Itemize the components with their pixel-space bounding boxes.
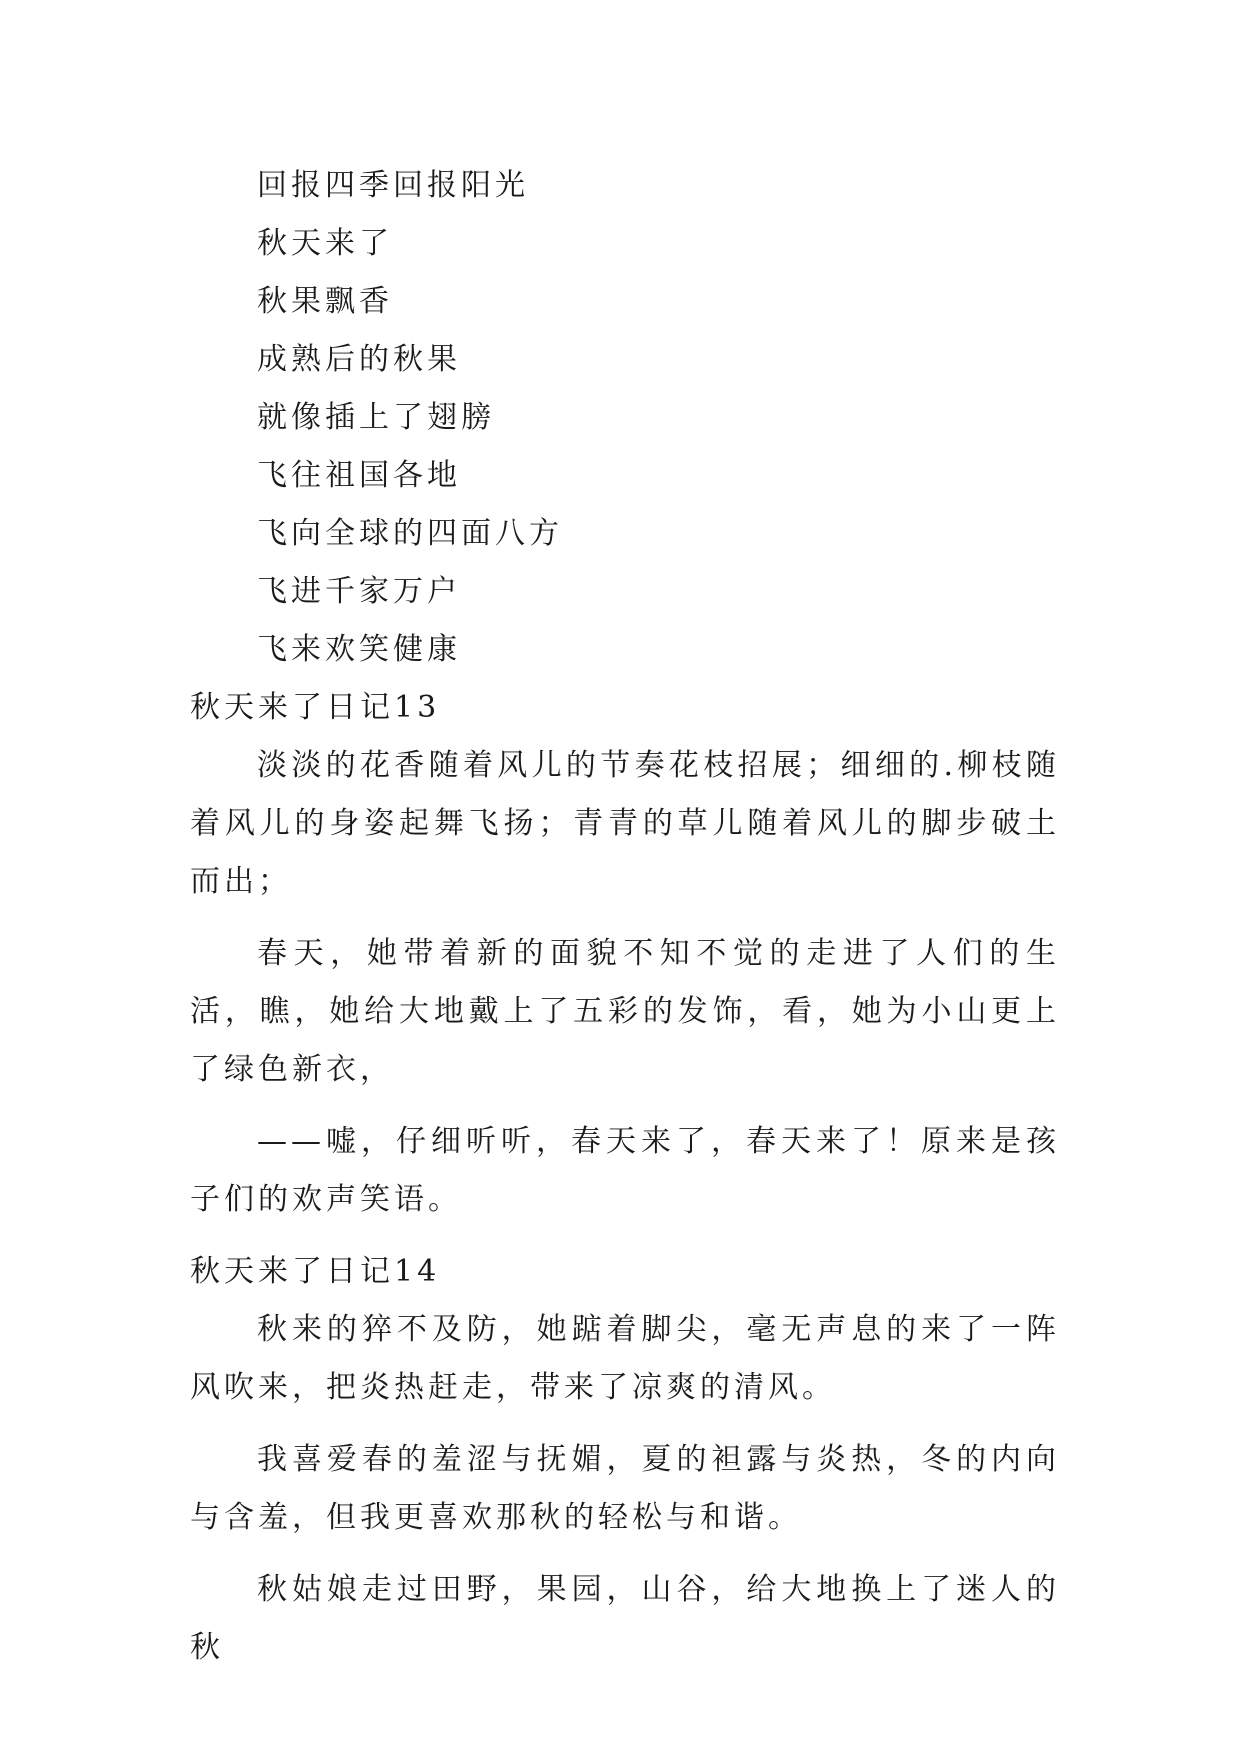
paragraph: 秋来的猝不及防，她踮着脚尖，毫无声息的来了一阵风吹来，把炎热赶走，带来了凉爽的清风。 xyxy=(190,1312,1060,1405)
paragraph: 淡淡的花香随着风儿的节奏花枝招展；细细的.柳枝随着风儿的身姿起舞飞扬；青青的草儿随着风儿的脚步破土而出； xyxy=(190,748,1060,899)
poem-line: 成熟后的秋果 xyxy=(257,342,461,377)
poem-line: 飞进千家万户 xyxy=(257,574,461,609)
section-13 xyxy=(190,679,1060,1229)
paragraph: 秋姑娘走过田野，果园，山谷，给大地换上了迷人的秋 xyxy=(190,1572,1060,1665)
paragraph: 春天，她带着新的面貌不知不觉的走进了人们的生活，瞧，她给大地戴上了五彩的发饰，看，她为小山更上了绿色新衣， xyxy=(190,936,1060,1087)
poem-line: 飞向全球的四面八方 xyxy=(257,516,563,551)
section-heading: 秋天来了日记14 xyxy=(190,1254,441,1289)
poem xyxy=(190,157,1060,679)
poem-line: 飞往祖国各地 xyxy=(257,458,461,493)
section-14 xyxy=(190,1243,1060,1677)
poem-line: 回报四季回报阳光 xyxy=(257,168,529,203)
poem-line: 飞来欢笑健康 xyxy=(257,632,461,667)
section-heading: 秋天来了日记13 xyxy=(190,690,441,725)
document-body xyxy=(190,157,1060,1691)
poem-line: 就像插上了翅膀 xyxy=(257,400,495,435)
paragraph: 我喜爱春的羞涩与抚媚，夏的袒露与炎热，冬的内向与含羞，但我更喜欢那秋的轻松与和谐。 xyxy=(190,1442,1060,1535)
poem-line: 秋果飘香 xyxy=(257,284,393,319)
poem-line: 秋天来了 xyxy=(257,226,393,261)
paragraph: ——嘘，仔细听听，春天来了，春天来了！原来是孩子们的欢声笑语。 xyxy=(190,1124,1060,1217)
